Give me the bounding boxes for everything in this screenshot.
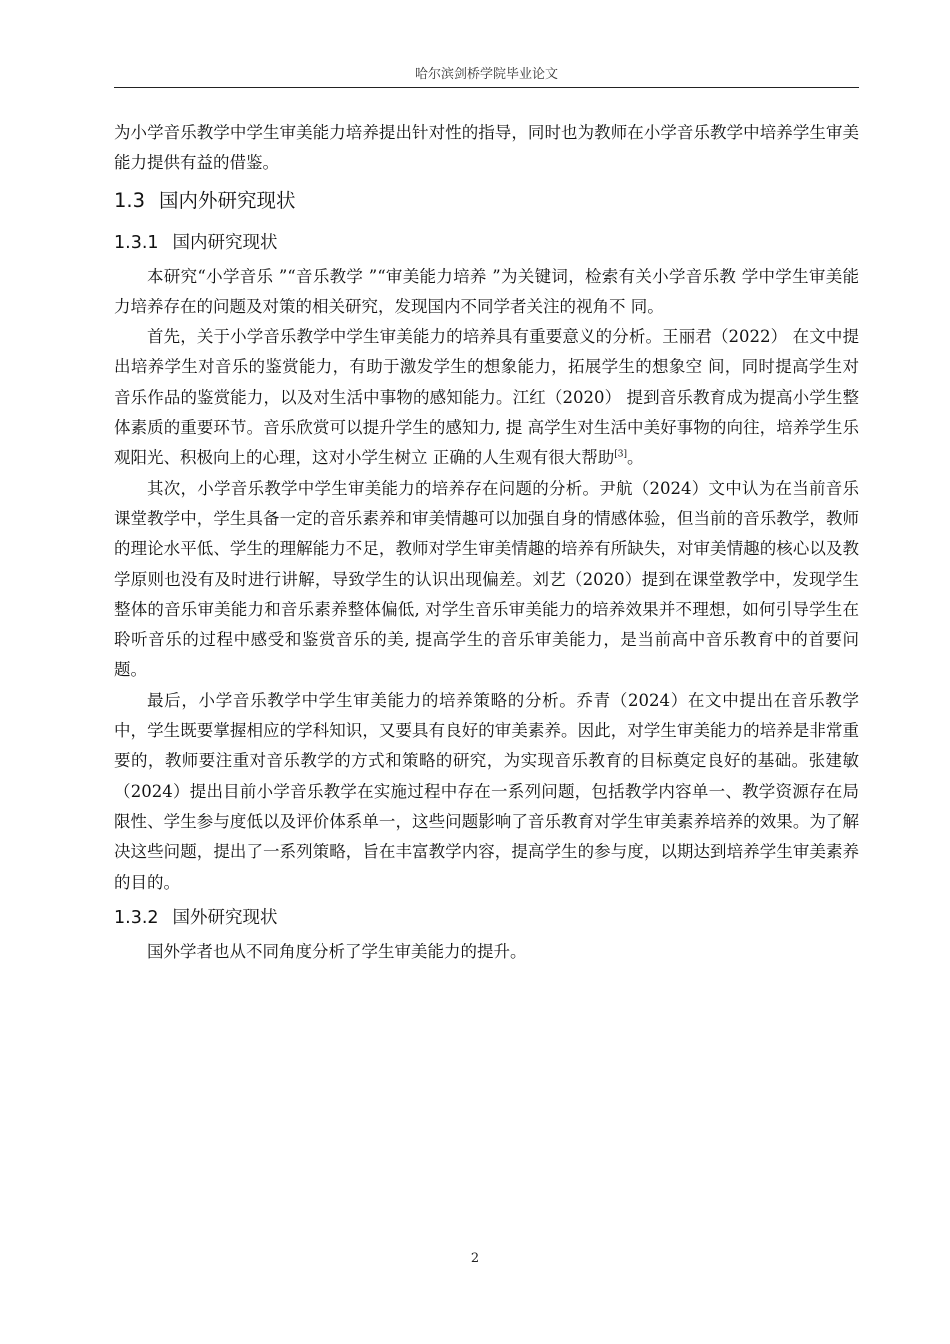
running-header: 哈尔滨剑桥学院毕业论文 <box>414 67 558 82</box>
paragraph-foreign: 国外学者也从不同角度分析了学生审美能力的提升。 <box>147 941 527 961</box>
paragraph-significance-text: 首先，关于小学音乐教学中学生审美能力的培养具有重要意义的分析。王丽君（2022） 在文中提出培养学生对音乐的鉴赏能力，有助于激发学生的想象能力，拓展学生的想象空 间，同时提高学生对音乐作品的鉴赏能力，以及对生活中事物的感知能力。江红（2020） 提到音乐教育成为提高小学生整体素质的重要环节。音乐欣赏可以提升学生的感知力, 提 高学生对生活中美好事物的向往，培养学生乐观阳光、积极向上的心理，这对小学生树立 正确的人生观有很大帮助 <box>114 327 859 468</box>
intro-paragraph: 为小学音乐教学中学生审美能力培养提出针对性的指导，同时也为教师在小学音乐教学中培养学生审美能力提供有益的借鉴。 <box>114 123 859 173</box>
citation-mark: [3] <box>614 449 627 460</box>
page-body <box>114 118 859 967</box>
paragraph-significance <box>114 322 859 473</box>
paragraph-strategies: 最后，小学音乐教学中学生审美能力的培养策略的分析。乔青（2024）在文中提出在音乐教学中，学生既要掌握相应的学科知识，又要具有良好的审美素养。因此，对学生审美能力的培养是非常重要的，教师要注重对音乐教学的方式和策略的研究，为实现音乐教育的目标奠定良好的基础。张建敏（2024）提出目前小学音乐教学在实施过程中存在一系列问题，包括教学内容单一、教学资源存在局限性、学生参与度低以及评价体系单一，这些问题影响了音乐教育对学生审美素养培养的效果。为了解决这些问题，提出了一系列策略，旨在丰富教学内容，提高学生的参与度，以期达到培养学生审美素养的目的。 <box>114 690 859 892</box>
subsection-title: 国内研究现状 <box>172 232 278 253</box>
paragraph-end-mark: 。 <box>627 448 644 468</box>
subsection-heading-1-3-2 <box>114 898 859 937</box>
section-heading-1-3 <box>114 179 859 223</box>
subsection-heading-1-3-1 <box>114 223 859 262</box>
page-number: 2 <box>470 1251 480 1266</box>
section-number: 1.3 <box>114 188 146 212</box>
subsection-title: 国外研究现状 <box>172 907 278 928</box>
header-divider <box>114 87 859 88</box>
paragraph-problems: 其次，小学音乐教学中学生审美能力的培养存在问题的分析。尹航（2024）文中认为在当前音乐课堂教学中，学生具备一定的音乐素养和审美情趣可以加强自身的情感体验，但当前的音乐教学，教师的理论水平低、学生的理解能力不足，教师对学生审美情趣的培养有所缺失，对审美情趣的核心以及教学原则也没有及时进行讲解，导致学生的认识出现偏差。刘艺（2020）提到在课堂教学中，发现学生整体的音乐审美能力和音乐素养整体偏低, 对学生音乐审美能力的培养效果并不理想，如何引导学生在聆听音乐的过程中感受和鉴赏音乐的美, 提高学生的音乐审美能力，是当前高中音乐教育中的首要问题。 <box>114 478 859 680</box>
paragraph-keywords: 本研究“小学音乐 ”“音乐教学 ”“审美能力培养 ”为关键词，检索有关小学音乐教 学中学生审美能力培养存在的问题及对策的相关研究，发现国内不同学者关注的视角不 同。 <box>114 266 859 316</box>
subsection-number: 1.3.2 <box>114 907 159 928</box>
section-title: 国内外研究现状 <box>159 188 296 212</box>
subsection-number: 1.3.1 <box>114 232 159 253</box>
